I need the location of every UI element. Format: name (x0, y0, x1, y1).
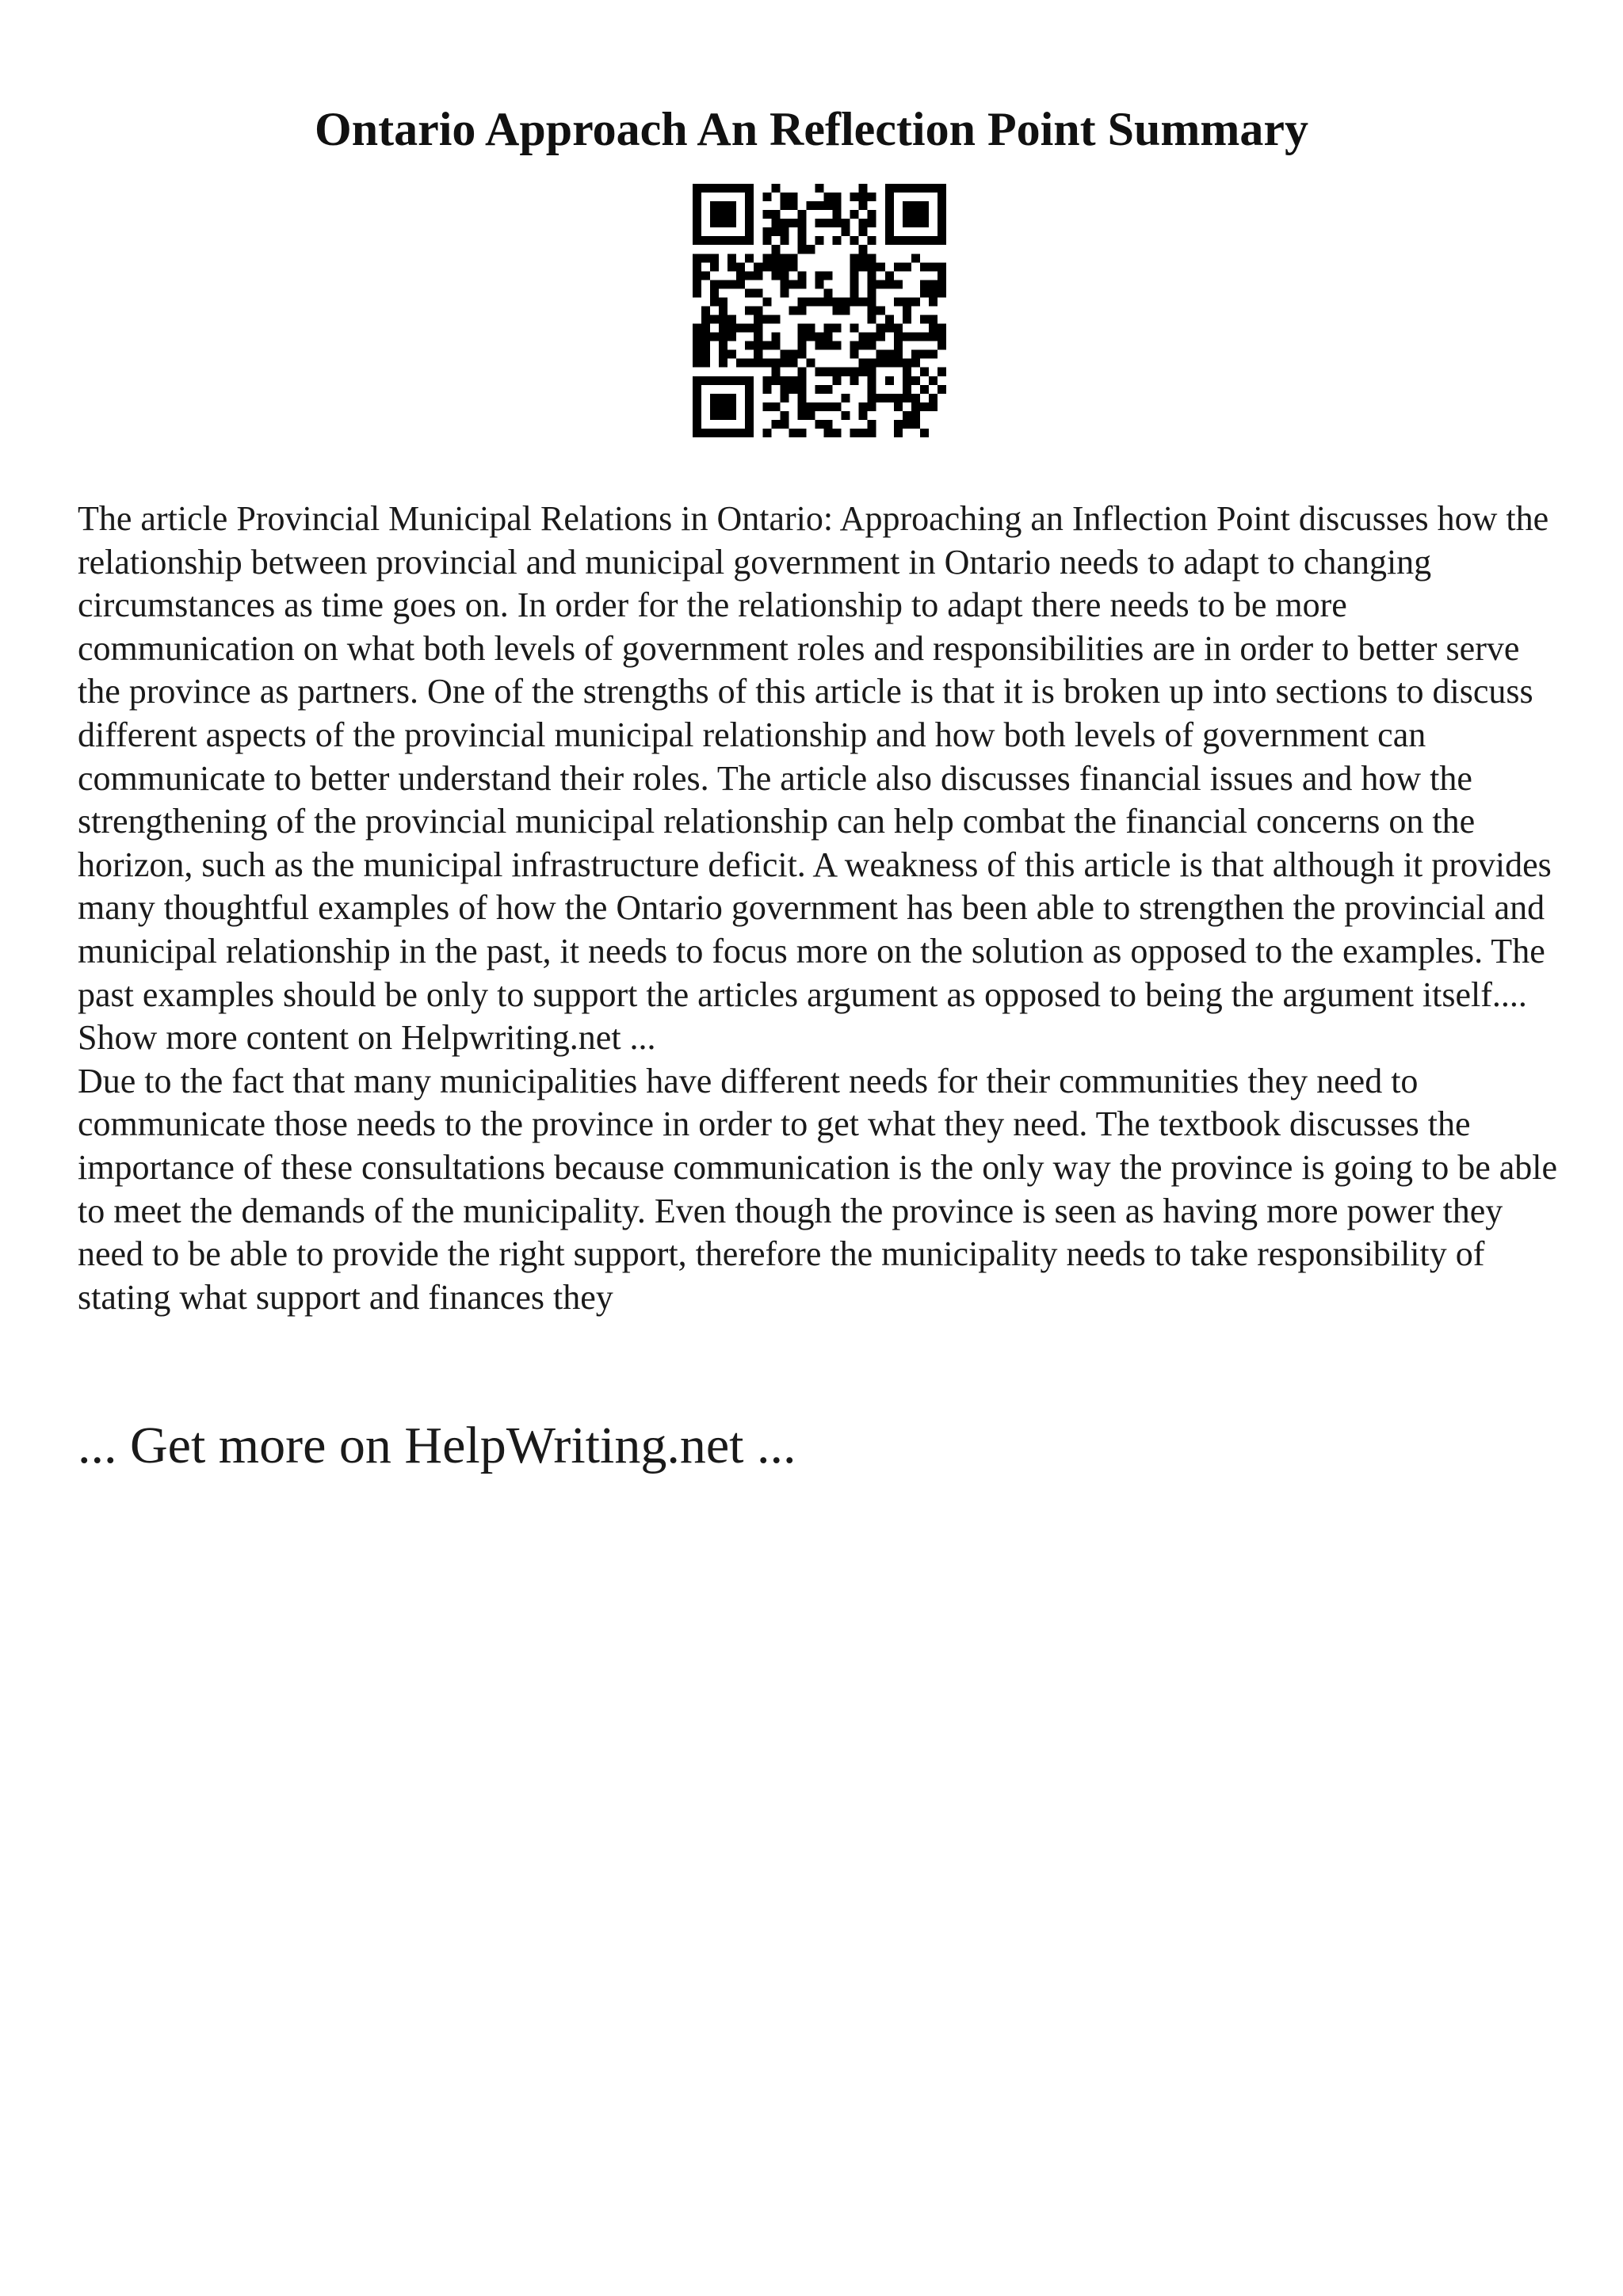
article-paragraph-1: The article Provincial Municipal Relations in Ontario: Approaching an Inflection Point discusses how the relationship between provincial and municipal government in Ontario needs to adapt to changing circumstances as time goes on. In order for the relationship to adapt there needs to be more communication on what both levels of government roles and responsibilities are in order to better serve the province as partners. One of the strengths of this article is that it is broken up into sections to discuss different aspects of the provincial municipal relationship and how both levels of government can communicate to better understand their roles. The article also discusses financial issues and how the strengthening of the provincial municipal relationship can help combat the financial concerns on the horizon, such as the municipal infrastructure deficit. A weakness of this article is that although it provides many thoughtful examples of how the Ontario government has been able to strengthen the provincial and municipal relationship in the past, it needs to focus more on the solution as opposed to the examples. The past examples should be only to support the articles argument as opposed to being the argument itself.... Show more content on Helpwriting.net ... (78, 499, 1552, 1058)
page-title: Ontario Approach An Reflection Point Summary (315, 103, 1308, 155)
qr-code-graphic (693, 184, 946, 437)
article-body (78, 498, 1560, 1319)
get-more-link[interactable]: ... Get more on HelpWriting.net ... (78, 1417, 796, 1474)
qr-code-icon[interactable] (693, 184, 946, 437)
article-paragraph-2: Due to the fact that many municipalities have different needs for their communities they need to communicate those needs to the province in order to get what they need. The textbook discusses the importance of these consultations because communication is the only way the province is going to be able to meet the demands of the municipality. Even though the province is seen as having more power they need to be able to provide the right support, therefore the municipality needs to take responsibility of stating what support and finances they (78, 1061, 1558, 1317)
